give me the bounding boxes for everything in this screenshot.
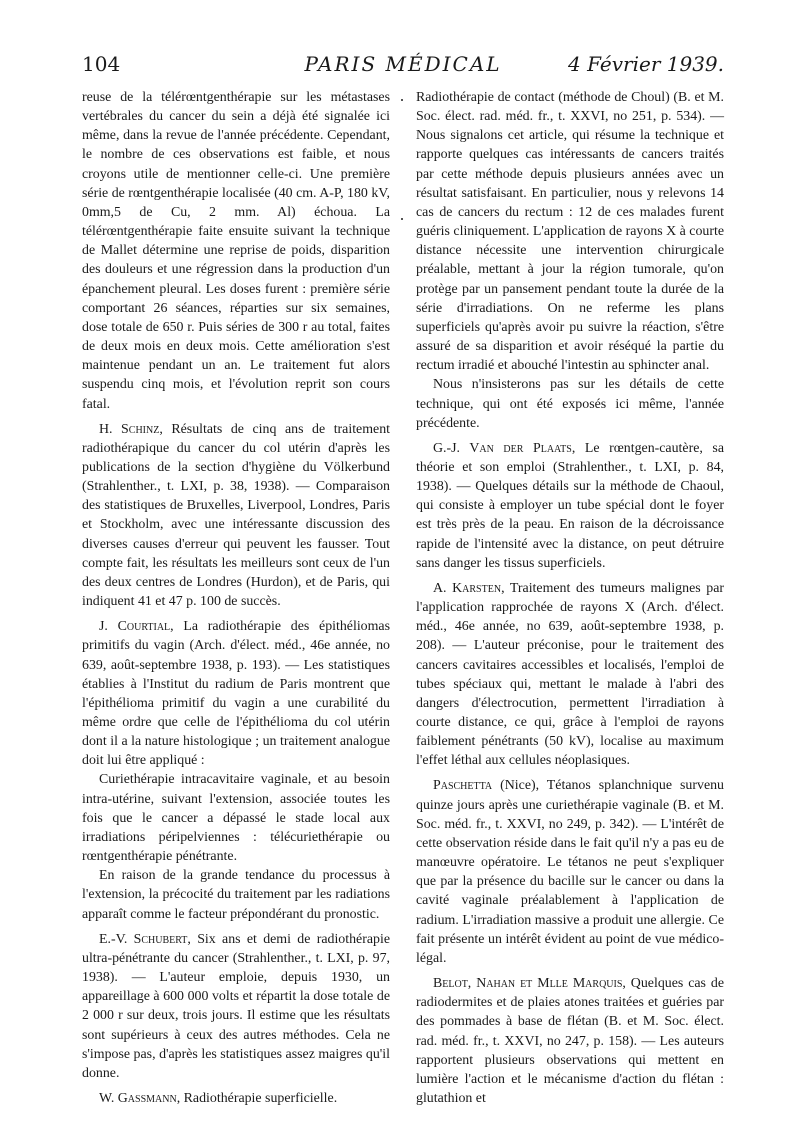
- entry-text: , Quelques cas de radiodermites et de plaies atones traitées et guéries par des pommades à base de flétan (B. et M. Soc. élect. rad. méd. fr., t. XXVI, no 247, p. 158). — Les auteurs rapportent plusieurs observations qui mettent en lumière l'action et le mécanisme d'action du flétan : glutathion et: [416, 976, 724, 1106]
- entry-text: , Résultats de cinq ans de traitement radiothérapique du cancer du col utérin d'après les publications de la section d'hygiène du Völkerbund (Strahlenther., t. LXI, p. 38, 1938). — Comparaison des statistiques de Bruxelles, Liverpool, Londres, Paris et Stockholm, avec une intéressante discussion des diverses causes d'erreur qui peuvent les fausser. Tout compte fait, les résultats les meilleurs sont ceux de l'un des deux centres de Londres (Hurdon), et de Paris, qui indiquent 41 et 47 p. 100 de succès.: [82, 421, 390, 610]
- entry-author: W. Gassmann: [99, 1090, 177, 1106]
- entry-author: G.-J. Van der Plaats: [433, 440, 572, 456]
- bibliography-entry: [82, 617, 390, 770]
- entry-author: Paschetta: [433, 778, 493, 794]
- continued-paragraph: [82, 88, 390, 414]
- entry-text: , Radiothérapie superficielle.: [176, 1090, 338, 1106]
- entry-text: , Le rœntgen-cautère, sa théorie et son emploi (Strahlenther., t. LXI, p. 84, 1938). — Quelques détails sur la méthode de Chaoul, qui consiste à employer un tube spécial dont le foyer est très près de la peau. En raison de la décroissance rapide de l'intensité avec la distance, on peut détruire sans danger les tissus superficiels.: [416, 440, 724, 571]
- right-column: [416, 88, 724, 1108]
- column-divider-mark: [401, 218, 403, 220]
- page-header: [82, 52, 724, 82]
- entry-text: Radiothérapie de contact (méthode de Choul) (B. et M. Soc. élect. rad. méd. fr., t. XXVI, no 251, p. 534). — Nous signalons cet article, qui résume la technique et rapporte quelques cas intéressants de cancers traités par cette méthode depuis plusieurs années avec un résultat satisfaisant. En particulier, nous y relevons 14 cas de cancers du rectum : 12 de ces malades furent guéris cliniquement. L'application de rayons X à courte distance nécessite une intervention chirurgicale préalable, mettant à jour la région tumorale, qu'on protège par un pansement pendant toute la durée de la série d'irradiations. On ne referme les plans superficiels qu'après avoir pu suivre la réaction, s'être assuré de sa disparition et avoir réséqué la partie du rectum irradié et abouché l'intestin au sphincter anal.: [416, 90, 724, 374]
- entry-author: H. Schinz: [99, 421, 160, 437]
- entry-text: , Six ans et demi de radiothérapie ultra-pénétrante du cancer (Strahlenther., t. LXI, p. 97, 1938). — L'auteur emploie, depuis 1930, un appareillage à 600 000 volts et répartit la dose totale de 2 000 r sur deux, trois jours. Il estime que les résultats sont supérieurs à ceux des autres méthodes. Cela ne s'impose pas, d'après les statistiques assez maigres qu'il donne.: [82, 931, 390, 1081]
- entry-text: Curiethérapie intracavitaire vaginale, et au besoin intra-utérine, suivant l'extension, associée toutes les fois que le cancer a dépassé le stade local aux irradiations péripelviennes : télécuriethérapie ou rœntgenthérapie pénétrante.: [82, 772, 390, 865]
- left-column: [82, 88, 390, 1108]
- bibliography-entry: [416, 579, 724, 771]
- bibliography-entry: [82, 420, 390, 612]
- entry-author: Belot, Nahan et Mlle Marquis: [433, 976, 623, 992]
- column-divider-mark: [401, 99, 403, 101]
- entry-author: A. Karsten: [433, 580, 502, 596]
- bibliography-entry: [416, 776, 724, 968]
- issue-date: 4 Février 1939.: [568, 52, 724, 76]
- bibliography-entry: [82, 1089, 390, 1108]
- entry-text: reuse de la télérœntgenthérapie sur les métastases vertébrales du cancer du sein a déjà été signalée ici même, dans la revue de l'année précédente. Cependant, le nombre de ces observations est faible, et nous croyons utile de mentionner celle-ci. Une première série de rœntgenthérapie localisée (40 cm. A-P, 180 kV, 0mm,5 de Cu, 2 mm. Al) échoua. La télérœntgenthérapie faite ensuite suivant la technique de Mallet détermine une reprise de poids, disparition des douleurs et une régression dans la production d'un épanchement pleural. Les doses furent : première série comportant 26 séances, réparties sur six semaines, dose totale de 650 r. Puis séries de 300 r au total, faites de deux mois en deux mois. Cette amélioration s'est maintenue pendant un an. Le traitement fut alors suspendu cinq mois, et l'évolution reprit son cours fatal.: [82, 90, 390, 412]
- entry-text: , La radiothérapie des épithéliomas primitifs du vagin (Arch. d'élect. méd., 46e année, no 639, août-septembre 1938, p. 193). — Les statistiques établies à l'Institut du radium de Paris montrent que l'épithélioma primitif du vagin a une curabilité du même ordre que celle de l'épithélioma du col utérin dont il a la nature histologique ; un traitement analogue doit lui être appliqué :: [82, 619, 391, 769]
- entry-author: E.-V. Schubert: [99, 931, 188, 947]
- paragraph: [416, 375, 724, 432]
- entry-text: (Nice), Tétanos splanchnique survenu quinze jours après une curiethérapie vaginale (B. et M. Soc. méd. fr., t. XXVI, no 249, p. 342). — L'intérêt de cette observation réside dans le fait qu'il n'y a pas eu de manœuvre opératoire. Le tétanos ne peut s'expliquer que par la présence du bacille sur le cancer ou dans la cavité vaginale préalablement à l'application de radium. L'irradiation massive a produit une allergie. Ce fait présente un intérêt évident au point de vue médico-légal.: [416, 778, 724, 966]
- bibliography-entry: [416, 439, 724, 573]
- continued-paragraph: [416, 88, 724, 375]
- page-number: 104: [82, 52, 121, 76]
- bibliography-entry: [416, 974, 724, 1108]
- journal-title: PARIS MÉDICAL: [304, 52, 502, 76]
- entry-text: , Traitement des tumeurs malignes par l'application rapprochée de rayons X (Arch. d'élect. méd., 46e année, no 639, août-septembre 1938, p. 208). — L'auteur préconise, pour le traitement des cancers cavitaires accessibles et localisés, l'emploi de tubes spéciaux qui, mettant le malade à l'abri des dangers d'électrocution, permettent l'irradiation à courte distance, ce qui, grâce à l'emploi de rayons faiblement pénétrants (50 kV), localise au maximum l'effet léthal aux cellules néoplasiques.: [416, 580, 725, 769]
- entry-author: J. Courtial: [99, 619, 171, 635]
- paragraph: [82, 866, 390, 923]
- entry-text: Nous n'insisterons pas sur les détails de cette technique, qui ont été exposés ici même, l'année précédente.: [416, 377, 724, 431]
- paragraph: [82, 770, 390, 866]
- bibliography-entry: [82, 930, 390, 1083]
- entry-text: En raison de la grande tendance du processus à l'extension, la précocité du traitement par les radiations apparaît comme le facteur prépondérant du pronostic.: [82, 868, 390, 922]
